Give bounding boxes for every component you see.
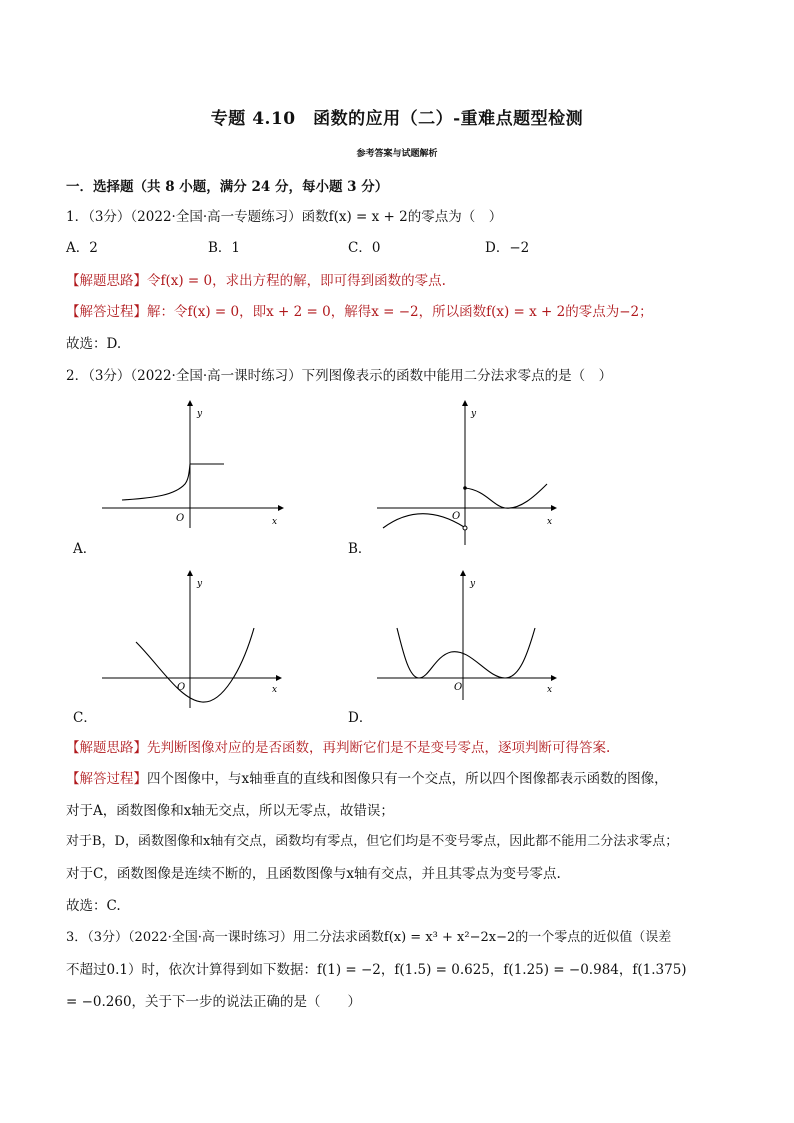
q3-line-3: = −0.260，关于下一步的说法正确的是（ ） [66, 994, 362, 1010]
graph-c [100, 570, 285, 710]
graph-b-closed-point [463, 486, 467, 490]
q1-option-a: A．2 [66, 240, 98, 256]
graph-a-x-arrow [278, 505, 284, 511]
graph-c-x-arrow [276, 675, 282, 681]
graph-d-origin: O [454, 682, 463, 693]
q3-line-2: 不超过0.1）时，依次计算得到如下数据：f(1) = −2，f(1.5) = 0.625，f(1.25) = −0.984，f(1.375) [66, 962, 687, 978]
graph-b-y-arrow [462, 400, 468, 406]
q1-stem: 1．（3分）（2022·全国·高一专题练习）函数f(x) = x + 2的零点为（ ） [66, 209, 503, 225]
graph-a-curve [122, 464, 190, 500]
graph-b-right-curve [465, 484, 547, 508]
q1-option-d: D．−2 [485, 240, 530, 256]
q3-line-1: 3．（3分）（2022·全国·高一课时练习）用二分法求函数f(x) = x³ + x²−2x−2的一个零点的近似值（误差 [66, 930, 672, 945]
q1-option-b: B．1 [208, 240, 241, 256]
q1-answer: 故选：D. [66, 336, 122, 352]
graph-a-y-arrow [187, 400, 193, 406]
q1-proc-text: 解：令f(x) = 0，即x + 2 = 0，解得x = −2，所以函数f(x) = x + 2的零点为−2； [147, 304, 653, 320]
q2-idea [66, 738, 610, 758]
graph-a-label: A． [73, 541, 97, 557]
graph-a-y-label: y [197, 409, 203, 419]
q2-stem: 2．（3分）（2022·全国·高一课时练习）下列图像表示的函数中能用二分法求零点的是（ ） [66, 368, 613, 384]
graph-d-y-label: y [470, 579, 476, 589]
graph-c-label: C． [73, 710, 97, 726]
q2-process [66, 769, 668, 789]
q2-case-a: 对于A，函数图像和x轴无交点，所以无零点，故错误； [66, 803, 394, 819]
graph-c-curve [136, 628, 254, 702]
graph-c-origin: O [177, 682, 186, 693]
q1-idea [66, 271, 446, 291]
q1-idea-text: 令f(x) = 0，求出方程的解，即可得到函数的零点. [147, 273, 446, 289]
graph-b-y-label: y [471, 409, 477, 419]
q1-proc-tag: 【解答过程】 [66, 304, 147, 320]
graph-b-x-label: x [547, 517, 553, 527]
q2-idea-text: 先判断图像对应的是否函数，再判断它们是不是变号零点，逐项判断可得答案. [147, 740, 611, 756]
q1-options [66, 238, 666, 258]
page-title: 专题 4.10 函数的应用（二）-重难点题型检测 [210, 109, 584, 129]
graph-c-y-label: y [197, 579, 203, 589]
graph-d-x-label: x [547, 685, 553, 695]
graph-d [375, 570, 560, 710]
q1-process [66, 302, 653, 322]
q2-answer: 故选：C. [66, 898, 121, 914]
graph-a-origin: O [176, 513, 185, 524]
graph-c-x-label: x [272, 685, 278, 695]
q2-proc-tag: 【解答过程】 [66, 771, 147, 787]
graph-d-curve [397, 628, 535, 678]
graph-a [100, 400, 285, 530]
page-subtitle: 参考答案与试题解析 [356, 149, 438, 159]
q2-case-c: 对于C，函数图像是连续不断的，且函数图像与x轴有交点，并且其零点为变号零点. [66, 866, 561, 882]
q1-idea-tag: 【解题思路】 [66, 273, 147, 289]
graph-b-x-arrow [551, 505, 557, 511]
q2-idea-tag: 【解题思路】 [66, 740, 147, 756]
q2-proc-text: 四个图像中，与x轴垂直的直线和图像只有一个交点，所以四个图像都表示函数的图像， [147, 771, 668, 787]
graph-d-y-arrow [460, 570, 466, 576]
graph-b [375, 400, 560, 550]
graph-a-x-label: x [272, 517, 278, 527]
graph-c-y-arrow [187, 570, 193, 576]
graph-d-label: D． [348, 710, 373, 726]
q2-case-bd: 对于B，D，函数图像和x轴有交点，函数均有零点，但它们均是不变号零点，因此都不能用二分法求零点； [66, 834, 679, 849]
graph-b-origin: O [452, 511, 461, 522]
section-heading: 一．选择题（共 8 小题，满分 24 分，每小题 3 分） [66, 179, 389, 195]
graph-b-open-point [463, 526, 467, 530]
q1-option-c: C．0 [348, 240, 381, 256]
graph-d-x-arrow [551, 675, 557, 681]
graph-b-label: B． [348, 541, 372, 557]
